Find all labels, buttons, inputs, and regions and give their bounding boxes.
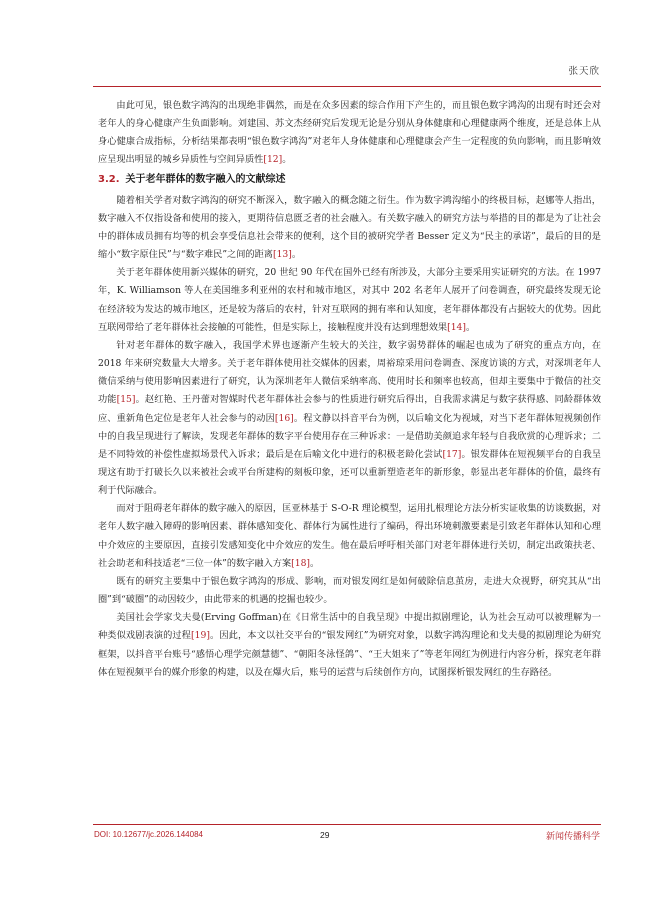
paragraph-text: 而对于阻碍老年群体的数字融入的原因，匡亚林基于 S-O-R 理论模型，运用扎根理论方法分析实证收集的访谈数据，对老年人数字融入障碍的影响因素、群体感知变化、群体行为属性进行了编码，得出环境刺激要素是引致老年群体认知和心理中介效应的主要原因，直接引发感知变化中介效应的发生。他在最后呼吁相关部门对老年群体进行关切，制定出政策扶老、社会助老和科技适老“三位一体”的数字融入方案 [98,503,601,569]
citation-link[interactable]: [13] [272,249,292,261]
paragraph-text: 。 [291,249,302,261]
paragraph-3 [98,264,601,337]
citation-link[interactable]: [12] [263,154,283,166]
section-title: 关于老年群体的数字融入的文献综述 [125,173,286,185]
citation-link[interactable]: [17] [442,448,462,460]
paragraph-text: 美国社会学家戈夫曼(Erving Goffman)在《日常生活中的自我呈现》中提出拟剧理论，认为社会互动可以被理解为一种类似戏剧表演的过程 [98,612,601,642]
footer-rule [93,824,601,825]
citation-link[interactable]: [16] [274,412,294,424]
paragraph-text: 既有的研究主要集中于银色数字鸿沟的形成、影响，而对银发网红是如何破除信息茧房，走进大众视野，研究其从“出圈”到“破圈”的动因较少，由此带来的机遇的挖掘也较少。 [98,575,601,606]
paragraph-4 [98,337,601,500]
citation-link[interactable]: [19] [191,630,210,642]
paragraph-2 [98,192,601,265]
running-header-author: 张天欣 [568,66,600,77]
citation-link[interactable]: [14] [447,321,466,333]
paragraph-5 [98,500,601,573]
paragraph-text: 。 [310,557,320,569]
paragraph-6 [98,573,601,609]
article-body [98,97,601,682]
paragraph-7 [98,609,601,682]
paragraph-text: 。程文静以抖音平台为例，以后喻文化为视域，对当下老年群体短视频创作中的自我呈现进行了解读，发现老年群体的数字平台使用存在三种诉求：一是借助美颜追求年轻与自我欣赏的心理诉求；二是不同特效的补偿性虚拟场景代入诉求；最后是在后喻文化中进行的积极老龄化尝试 [98,412,602,460]
paragraph-text: 。银发群体在短视频平台的自我呈现这有助于打破长久以来被社会或平台所建构的刻板印象，还可以重新塑造老年的新形象，彰显出老年群体的价值，最终有利于代际融合。 [98,448,602,497]
paragraph-text: 。 [282,154,292,166]
journal-name: 新闻传播科学 [545,832,600,842]
section-number: 3.2. [98,173,120,185]
paragraph-text: 关于老年群体使用新兴媒体的研究，20 世纪 90 年代在国外已经有所涉及，大部分主要采用实证研究的方法。在 1997 年，K. Williamson 等人在美国维多利亚州的农村和城市地区，对其中 202 名老年人展开了问卷调查，研究最终发现无论在经济较为发达的城市地区，还是较为落后的农村，针对互联网的拥有率和认知度，老年群体都没有占据较大的优势。因此互联网带给了老年群体社会接触的可能性，但是实际上，接触程度并没有达到理想效果 [98,267,601,333]
paragraph-1 [98,97,601,170]
paragraph-text: 。因此，本文以社交平台的“银发网红”为研究对象，以数字鸿沟理论和戈夫曼的拟剧理论为研究框架，以抖音平台账号“感悟心理学完颜慧德”、“朝阳冬泳怪鸽”、“王大姐来了”等老年网红为例进行内容分析，探究老年群体在短视频平台的媒介形象的构建，以及在爆火后，账号的运营与后续创作方向，试图探析银发网红的生存路径。 [98,630,601,678]
doi-link[interactable]: DOI: 10.12677/jc.2026.144084 [94,830,203,839]
section-heading [98,172,601,188]
paragraph-text: 由此可见，银色数字鸿沟的出现绝非偶然，而是在众多因素的综合作用下产生的，而且银色数字鸿沟的出现有时还会对老年人的身心健康产生负面影响。刘建国、苏文杰经研究后发现无论是分别从身体健康和心理健康两个维度，还是总体上从身心健康合成指标，分析结果都表明“银色数字鸿沟”对老年人身体健康和心理健康会产生一定程度的负向影响，而且影响效应呈现出明显的城乡异质性与空间异质性 [98,100,601,166]
citation-link[interactable]: [15] [116,394,136,406]
paragraph-text: 针对老年群体的数字融入，我国学术界也逐渐产生较大的关注，数字弱势群体的崛起也成为了研究的重点方向，在 2018 年来研究数量大大增多。关于老年群体使用社交媒体的因素，周裕琼采用问卷调查、深度访谈的方式，对深圳老年人微信采纳与使用影响因素进行了研究，认为深圳老年人微信采纳率高、使用时长和频率也较高，但却主要集中于微信的社交功能 [98,339,601,406]
citation-link[interactable]: [18] [291,557,311,569]
page-number: 29 [320,830,330,840]
paragraph-text: 。赵红艳、王丹蕾对智媒时代老年群体社会参与的性质进行研究后得出，自我需求满足与数字获得感、同龄群体效应、重新角色定位是老年人社会参与的动因 [98,394,602,424]
paragraph-text: 。 [466,321,476,333]
paragraph-text: 随着相关学者对数字鸿沟的研究不断深入，数字融入的概念随之衍生。作为数字鸿沟缩小的终极目标，赵娜等人指出，数字融入不仅指设备和使用的接入，更期待信息匮乏者的社会融入。有关数字融入的研究方法与举措的目的都是为了让社会中的群体成员拥有均等的机会享受信息社会带来的便利，这个目的被研究学者 Besser 定义为“民主的承诺”，最后的目的是缩小“数字原住民”与“数字难民”之间的距离 [98,194,601,261]
header-rule [93,86,601,87]
